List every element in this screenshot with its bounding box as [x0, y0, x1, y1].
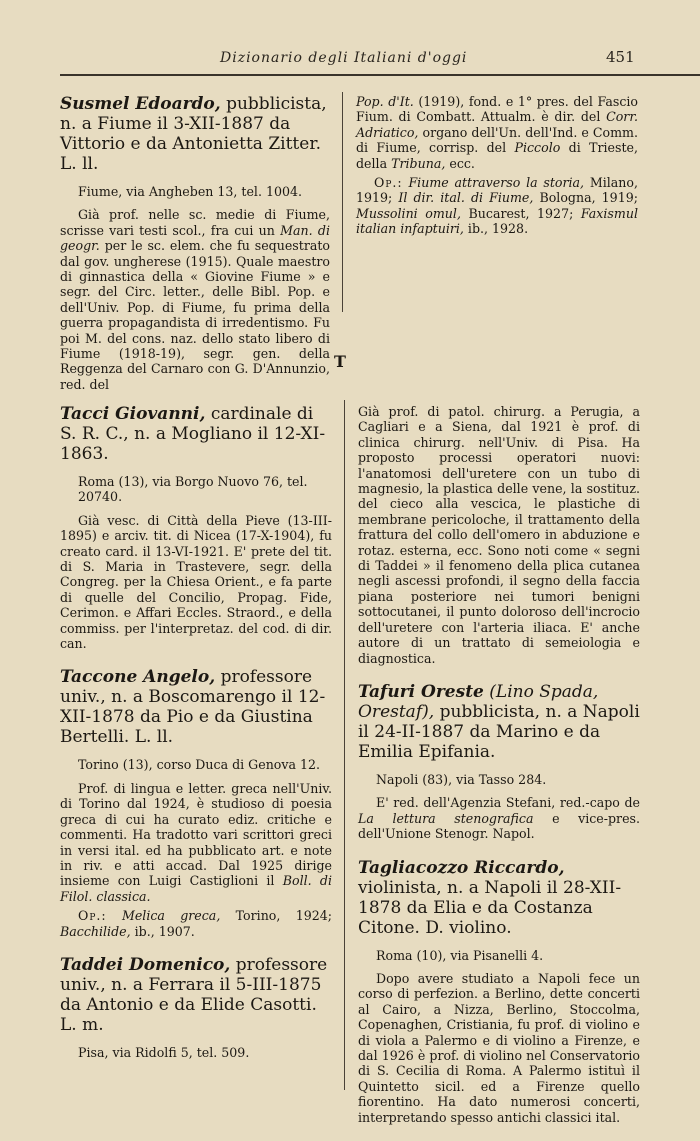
tafuri-body: E' red. dell'Agenzia Stefani, red.-capo de La lettura stenografica e vice-pres. dell'Unione Stenogr. Napol.	[358, 795, 640, 842]
susmel-address: Fiume, via Angheben 13, tel. 1004.	[78, 184, 303, 199]
tagliacozzo-lead: Tagliacozzo Riccardo, violinista, n. a Napoli il 28-XII-1878 da Elia e da Costanza Citone. D. violino.	[358, 857, 622, 938]
susmel-lead: Susmel Edoardo, pubblicista, n. a Fiume il 3-XII-1887 da Vittorio e da Antonietta Zitter. L. ll.	[60, 94, 327, 174]
tafuri-lead: Tafuri Oreste (Lino Spada, Orestaf), pubblicista, n. a Napoli il 24-II-1887 da Marino e da Emilia Epifania.	[358, 681, 640, 762]
taddei-address: Pisa, via Ridolfi 5, tel. 509.	[78, 1044, 250, 1060]
susmel-works: Op.: Fiume attraverso la storia, Milano, 1919; Il dir. ital. di Fiume, Bologna, 1919; Mussolini omul, Bucarest, 1927; Faxismul italian infaptuiri, ib., 1928.	[356, 175, 638, 237]
tacci-body: Già vesc. di Città della Pieve (13-III-1895) e arciv. tit. di Nicea (17-X-1904), fu creato card. il 13-VI-1921. E' prete del tit. di S. Maria in Trastevere, segr. della Congreg. per la Chiesa Orient., e fa parte di quelle del Concilio, Propag. Fide, Cerimon. e Affari Eccles. Straord., e della commiss. per l'interpretaz. del cod. di dir. can.	[60, 512, 332, 652]
header-rule	[60, 74, 700, 76]
tagliacozzo-body: Dopo avere studiato a Napoli fece un corso di perfezion. a Berlino, dette concerti al Cairo, a Nizza, Berlino, Stoccolma, Copenaghen, Cristiania, fu prof. di violino e di viola a Palermo e di violino a Firenze, e dal 1926 è prof. di violino nel Conservatorio di S. Cecilia di Roma. A Palermo istituì il Quintetto sicil. ed a Firenze quello fiorentino. Ha dato numerosi concerti, interpretando spesso antichi classici ital.	[358, 970, 640, 1125]
entry-tafuri	[358, 682, 640, 842]
susmel-col-left	[60, 94, 330, 392]
entry-taddei	[60, 955, 332, 1060]
taccone-body: Prof. di lingua e letter. greca nell'Univ. di Torino dal 1924, è studioso di poesia greca di cui ha curato ediz. critiche e commenti. Ha tradotto vari scrittori greci in versi ital. ed ha pubblicato art. e note in riv. e atti accad. Dal 1925 dirige insieme con Luigi Castiglioni il Boll. di Filol. classica.	[60, 780, 332, 904]
column-divider-top	[342, 92, 343, 312]
entry-tacci	[60, 404, 332, 651]
tacci-lead: Tacci Giovanni, cardinale di S. R. C., n. a Mogliano il 12-XI-1863.	[60, 404, 326, 464]
entry-tagliacozzo	[358, 858, 640, 1125]
tafuri-address: Napoli (83), via Tasso 284.	[376, 771, 547, 787]
column-divider-main	[344, 400, 345, 1090]
taccone-lead: Taccone Angelo, professore univ., n. a Boscomarengo il 12-XII-1878 da Pio e da Giustina Bertelli. L. ll.	[60, 667, 326, 748]
running-header: Dizionario degli Italiani d'oggi	[220, 50, 468, 66]
tagliacozzo-address: Roma (10), via Pisanelli 4.	[376, 947, 544, 963]
entry-taccone	[60, 667, 332, 938]
susmel-body-cont: Pop. d'It. (1919), fond. e 1° pres. del Fascio Fium. di Combatt. Attualm. è dir. del Corr. Adriatico, organo dell'Un. dell'Ind. e Comm. di Fiume, corrisp. del Piccolo di Trieste, della Tribuna, ecc.	[356, 94, 638, 171]
left-column	[60, 404, 332, 1076]
right-column	[358, 404, 640, 1141]
taccone-works: Op.: Melica greca, Torino, 1924; Bacchilide, ib., 1907.	[60, 908, 332, 939]
susmel-col-right	[356, 94, 638, 237]
taddei-lead: Taddei Domenico, professore univ., n. a Ferrara il 5-III-1875 da Antonio e da Elide Casotti. L. m.	[60, 954, 328, 1035]
tacci-address: Roma (13), via Borgo Nuovo 76, tel. 20740.	[78, 474, 308, 505]
taddei-body: Già prof. di patol. chirurg. a Perugia, a Cagliari e a Siena, dal 1921 è prof. di clinica chirurg. nell'Univ. di Pisa. Ha proposto processi operatori nuovi: l'anatomosi dell'uretere con un tubo di magnesio, la plastica delle vene, la sostituz. del cieco alla vescica, le plastiche di membrane pericoloche, il trattamento della frattura del collo dell'omero in abduzione e rotaz. esterna, ecc. Sono noti come « segni di Taddei » il fenomeno della plica cutanea negli ascessi profondi, il segno della faccia piana posteriore nei tumori benigni sottocutanei, il punto doloroso dell'incrocio dell'uretere con l'arteria iliaca. E' anche autore di un trattato di semeiologia e diagnostica.	[358, 404, 640, 666]
susmel-body: Già prof. nelle sc. medie di Fiume, scrisse vari testi scol., fra cui un Man. di geogr. per le sc. elem. che fu sequestrato dal gov. ungherese (1915). Quale maestro di ginnastica della « Giovine Fiume » e segr. del Circ. letter., delle Bibl. Pop. e dell'Univ. Pop. di Fiume, fu prima della guerra propagandista di irredentismo. Fu poi M. del cons. naz. dello stato libero di Fiume (1918-19), segr. gen. della Reggenza del Carnaro con G. D'Annunzio, red. del	[60, 207, 330, 392]
taccone-address: Torino (13), corso Duca di Genova 12.	[78, 757, 321, 773]
section-letter: T	[334, 352, 346, 371]
page-number: 451	[606, 48, 635, 66]
